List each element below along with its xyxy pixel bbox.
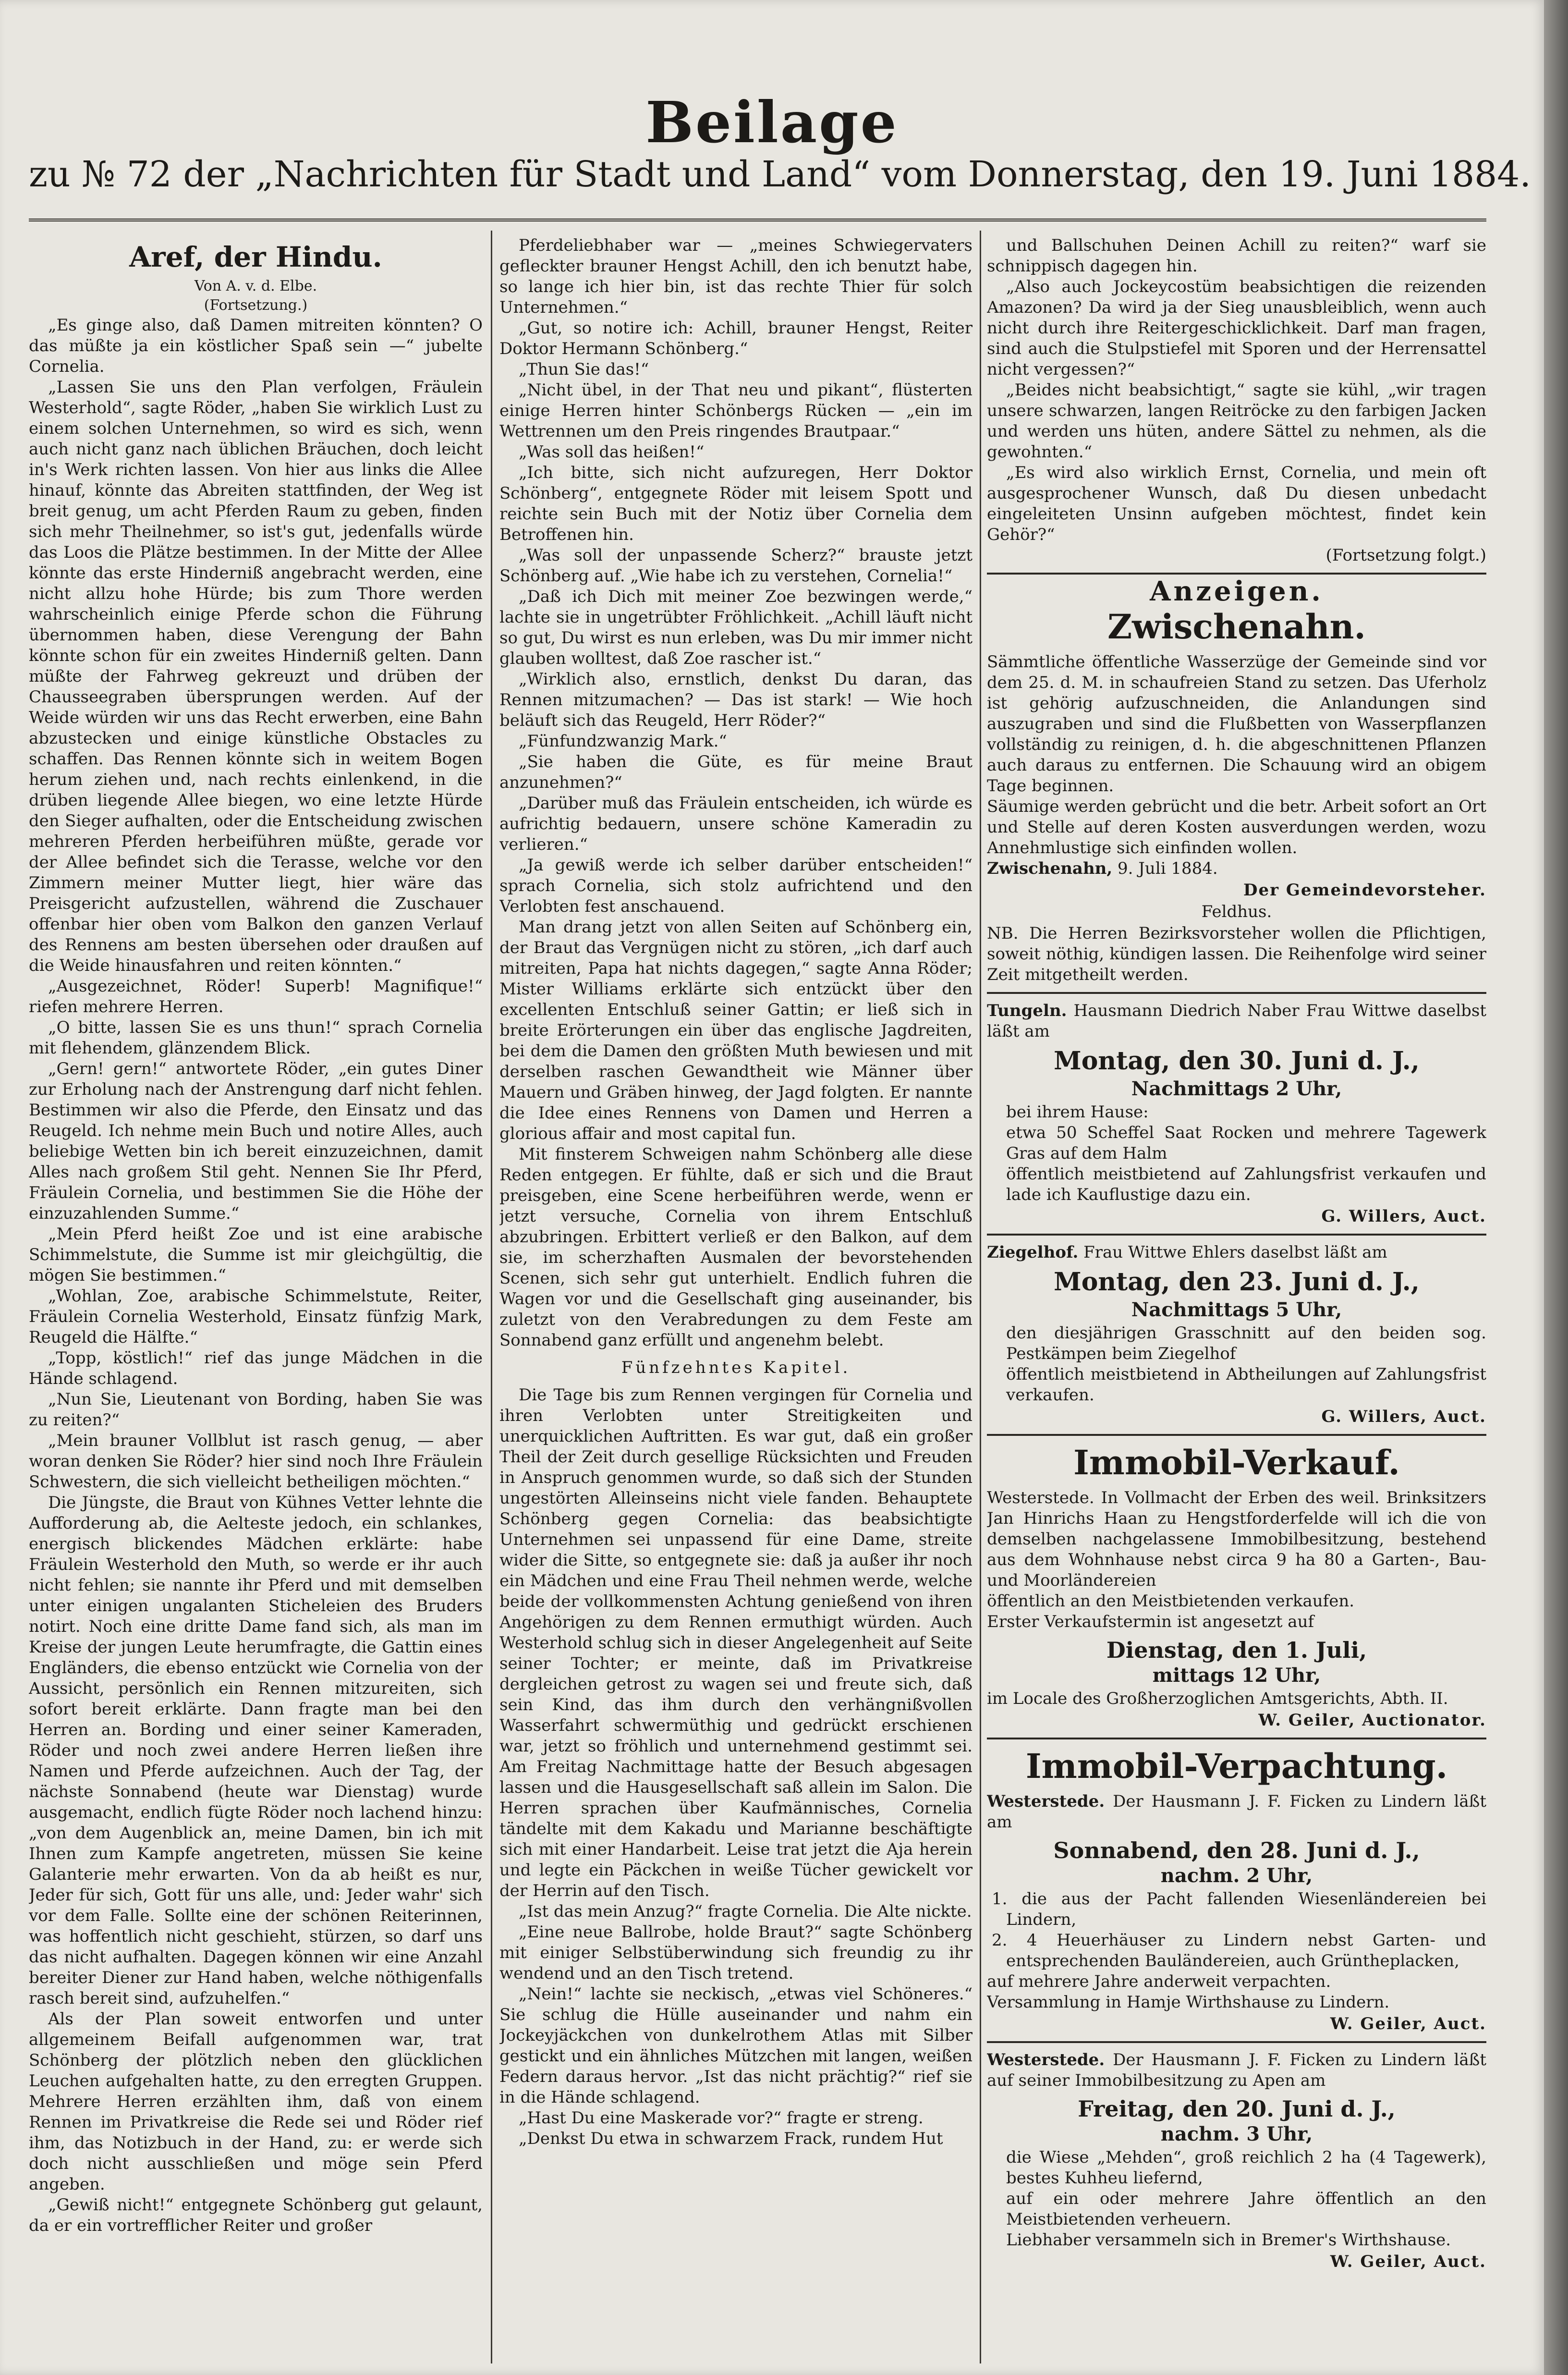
auctioneer-name: W. Geiler, Auct. [1330, 2252, 1486, 2271]
story-paragraph: „Gern! gern!“ antwortete Röder, „ein gutes Diner zur Erholung nach der Anstrengung darf nicht fehlen. Bestimmen wir also die Pferde, den Einsatz und das Reugeld. Ich nehme mein Buch und notire Alles, auch beliebige Wetten bin ich bereit einzuzeichnen, damit Alles nach großem Stil geht. Nennen Sie Ihr Pferd, Fräulein Cornelia, und bestimmen Sie die Höhe der einzuzahlenden Summe.“ [29, 1059, 483, 1223]
story-body [29, 315, 483, 2236]
story-paragraph: „Ich bitte, sich nicht aufzuregen, Herr Doktor Schönberg“, entgegnete Röder mit leisem Spott und reichte sein Buch mit der Notiz über Cornelia dem Betroffenen hin. [499, 463, 972, 544]
story-body [499, 235, 972, 1351]
masthead-subtitle: zu № 72 der „Nachrichten für Stadt und Land“ vom Donnerstag, den 19. Juni 1884. [29, 154, 1531, 195]
ad-location: im Locale des Großherzoglichen Amtsgerichts, Abth. II. [987, 1689, 1448, 1708]
story-body [499, 1385, 972, 2149]
story-paragraph: „Gut, so notire ich: Achill, brauner Hengst, Reiter Doktor Hermann Schönberg.“ [499, 318, 972, 358]
section-rule [987, 1738, 1486, 1739]
section-rule [987, 1434, 1486, 1436]
auctioneer-name: W. Geiler, Auctionator. [1258, 1711, 1486, 1730]
story-byline: Von A. v. d. Elbe. [194, 278, 317, 294]
ad-place: Ziegelhof. [987, 1243, 1079, 1262]
column-rule [491, 231, 492, 2363]
ad-body: Säumige werden gebrücht und die betr. Arbeit sofort an Ort und Stelle auf deren Kosten ausverdungen werden, wozu Annehmlustige sich einfinden wollen. [987, 797, 1486, 857]
story-paragraph: Als der Plan soweit entworfen und unter allgemeinem Beifall aufgenommen war, trat Schönberg der plötzlich neben den glücklichen Leuchen aufgehalten hatte, zu den erregten Gruppen. Mehrere Herren erzählten ihm, daß von einem Rennen im Privatkreise die Rede sei und Röder rief ihm, das Notizbuch in der Hand, zu: er werde sich doch nicht ausschließen und möge sein Pferd angeben. [29, 2009, 483, 2194]
ad-line: bei ihrem Hause: [1006, 1102, 1149, 1122]
ad-immobil-verpachtung [987, 1746, 1486, 2034]
story-paragraph: „Sie haben die Güte, es für meine Braut anzunehmen?“ [499, 752, 972, 792]
story-paragraph: „Ist das mein Anzug?“ fragte Cornelia. Die Alte nickte. [519, 1902, 972, 1921]
ad-intro [987, 2050, 1486, 2091]
ad-body: Versammlung in Hamje Wirthshause zu Lindern. [987, 1993, 1390, 2012]
ad-line: etwa 50 Scheffel Saat Rocken und mehrere Tagewerk Gras auf dem Halm [1006, 1123, 1486, 1163]
ad-intro-text: Frau Wittwe Ehlers daselbst läßt am [1083, 1243, 1387, 1262]
story-paragraph: „Mein Pferd heißt Zoe und ist eine arabische Schimmelstute, die Summe ist mir gleichgültig, die mögen Sie bestimmen.“ [29, 1224, 483, 1285]
ad-time: nachm. 3 Uhr, [1160, 2123, 1313, 2145]
ad-place: Tungeln. [987, 1001, 1067, 1020]
auctioneer-name: G. Willers, Auct. [1321, 1407, 1486, 1426]
section-rule [987, 992, 1486, 994]
ad-intro-text: Der Hausmann J. F. Ficken zu Lindern läßt am [987, 1792, 1486, 1832]
ad-signature [987, 2252, 1486, 2272]
story-paragraph: „Ausgezeichnet, Röder! Superb! Magnifique!“ riefen mehrere Herren. [29, 977, 483, 1016]
story-paragraph: Pferdeliebhaber war — „meines Schwiegervaters gefleckter brauner Hengst Achill, den ich benutzt habe, so lange ich hier bin, ist das rechte Thier für solch Unternehmen.“ [499, 236, 972, 317]
ad-title: Immobil-Verpachtung. [1025, 1746, 1448, 1786]
story-paragraph: und Ballschuhen Deinen Achill zu reiten?“ warf sie schnippisch dagegen hin. [987, 236, 1486, 276]
ad-intro [987, 1242, 1486, 1263]
auctioneer-name: W. Geiler, Auct. [1330, 2014, 1486, 2033]
to-be-continued: (Fortsetzung folgt.) [1325, 546, 1486, 565]
story-paragraph: „Mein brauner Vollblut ist rasch genug, — aber woran denken Sie Röder? hier sind noch Ihre Fräulein Schwestern, die sich vielleicht betheiligen möchten.“ [29, 1431, 483, 1492]
story-paragraph: „Es wird also wirklich Ernst, Cornelia, und mein oft ausgesprochener Wunsch, daß Du diesen unbedacht eingeleiteten Unsinn aufgeben möchtest, findet kein Gehör?“ [987, 463, 1486, 544]
ad-body: Westerstede. In Vollmacht der Erben des weil. Brinksitzers Jan Hinrichs Haan zu Hengstforderfelde will ich die von demselben nachgelassene Immobilbesitzung, bestehend aus dem Wohnhause nebst circa 9 ha 80 a Garten-, Bau- und Moorländereien [987, 1488, 1486, 1590]
ad-list-item: 2. 4 Heuerhäuser zu Lindern nebst Garten- und entsprechenden Bauländereien, auch Grüntheplacken, [992, 1931, 1486, 1971]
ad-date: Sonnabend, den 28. Juni d. J., [1053, 1837, 1420, 1863]
ad-immobil-verkauf [987, 1443, 1486, 1731]
page-edge [1544, 0, 1568, 2375]
ad-body: auf mehrere Jahre anderweit verpachten. [987, 1972, 1331, 1991]
ad-line: Liebhaber versammeln sich in Bremer's Wirthshause. [1006, 2230, 1451, 2250]
ad-signature [987, 1407, 1486, 1427]
story-paragraph: „Nicht übel, in der That neu und pikant“, flüsterten einige Herren hinter Schönbergs Rücken — „ein im Wettrennen um den Preis ringendes Brautpaar.“ [499, 380, 972, 441]
story-paragraph: Die Jüngste, die Braut von Kühnes Vetter lehnte die Aufforderung ab, die Aelteste jedoch, ein schlankes, energisch blickendes Mädchen erklärte: habe Fräulein Westerhold den Muth, so werde er ihr auch nicht fehlen; sie nannte ihr Pferd und mit demselben unter einigen ungalanten Sticheleien des Bruders notirt. Noch eine dritte Dame fand sich, als man im Kreise der jungen Leute herumfragte, die Gattin eines Engländers, die ebenso entzückt wie Cornelia von der Aussicht, persönlich ein Rennen mitzureiten, sich sofort bereit erklärte. Dann fragte man bei den Herren an. Bording und einer seiner Kameraden, Röder und noch zwei andere Herren ließen ihre Namen und Pferde aufzeichnen. Auch der Tag, der nächste Sonnabend (heute war Dienstag) wurde ausgemacht, endlich fügte Röder noch lachend hinzu: „von dem Augenblick an, meine Damen, bin ich mit Ihnen zum Kampfe angetreten, müssen Sie keine Galanterie mehr erwarten. Von da ab heißt es nur, Jeder für sich, Gott für uns alle, und: Jeder wahr' sich vor dem Falle. Sollte eine der schönen Reiterinnen, was hoffentlich nicht geschieht, stürzen, so darf uns das nicht aufhalten. Dagegen können wir eine Anzahl bereiter Diener zur Hand haben, welche nöthigenfalls rasch bereit sind, aufzuhelfen.“ [29, 1493, 483, 2008]
story-title: Aref, der Hindu. [129, 241, 382, 273]
ad-title: Zwischenahn. [1107, 607, 1366, 647]
ad-signer [987, 880, 1486, 901]
story-paragraph: „Topp, köstlich!“ rief das junge Mädchen in die Hände schlagend. [29, 1348, 483, 1388]
ad-time: mittags 12 Uhr, [1152, 1664, 1321, 1687]
column-2 [499, 235, 972, 2359]
story-paragraph: „Was soll das heißen!“ [519, 442, 705, 462]
ad-line: die Wiese „Mehden“, groß reichlich 2 ha (4 Tagewerk), bestes Kuhheu liefernd, [1006, 2148, 1486, 2188]
ad-place: Westerstede. [987, 2050, 1105, 2069]
ad-time: Nachmittags 5 Uhr, [1131, 1298, 1342, 1321]
story-paragraph: „Darüber muß das Fräulein entscheiden, ich würde es aufrichtig bedauern, unsere schöne Kameradin zu verlieren.“ [499, 794, 972, 854]
ad-intro [987, 1001, 1486, 1042]
story-paragraph: „Nein!“ lachte sie neckisch, „etwas viel Schöneres.“ Sie schlug die Hülle auseinander und nahm ein Jockeyjäckchen von dunkelrothem Atlas mit Silber gestickt und ein ähnliches Mützchen mit langen, weißen Federn daraus hervor. „Ist das nicht prächtig?“ rief sie in die Hände schlagend. [499, 1984, 972, 2107]
ad-lines [987, 1102, 1486, 1205]
column-3 [987, 235, 1486, 2359]
ad-line: den diesjährigen Grasschnitt auf den beiden sog. Pestkämpen beim Ziegelhof [1006, 1323, 1486, 1363]
auctioneer-name: G. Willers, Auct. [1321, 1207, 1486, 1226]
ad-date: Montag, den 30. Juni d. J., [1054, 1046, 1420, 1076]
story-paragraph: Man drang jetzt von allen Seiten auf Schönberg ein, der Braut das Vergnügen nicht zu stören, „ich darf auch mitreiten, Papa hat nichts dagegen,“ sagte Anna Röder; Mister Williams erklärte sich entzückt über den excellenten Entschluß seiner Gattin; er ließ sich in breite Erörterungen ein über das englische Jagdreiten, bei dem die Damen den größten Muth bewiesen und mit derselben raschen Gewandtheit wie Männer über Mauern und Gräben hinweg, der Jagd folgten. Er nannte die Idee eines Rennens von Damen und Herren a glorious affair and most capital fun. [499, 918, 972, 1143]
ad-note: NB. Die Herren Bezirksvorsteher wollen die Pflichtigen, soweit nöthig, kündigen lassen. Die Reihenfolge wird seiner Zeit mitgetheilt werden. [987, 924, 1486, 984]
story-paragraph: Die Tage bis zum Rennen vergingen für Cornelia und ihren Verlobten unter Streitigkeiten und unerquicklichen Auftritten. Es war gut, daß ein großer Theil der Zeit durch gesellige Rücksichten und Freuden in Anspruch genommen wurde, so daß sich der Stunden ungestörten Alleinseins nicht viele fanden. Behauptete Schönberg gegen Cornelia: das beabsichtigte Unternehmen sei unpassend für eine Dame, streite wider die Sitte, so entgegnete sie: daß ja außer ihr noch ein Mädchen und eine Frau Theil nehmen werde, welche beide der vollkommensten Achtung genießend von ihren Angehörigen zu dem Rennen ermuthigt würden. Auch Westerhold schlug sich in dieser Angelegenheit auf Seite seiner Tochter; er meinte, daß im Privatkreise dergleichen getrost zu wagen sei und freute sich, daß sein Kind, das ihm durch den verhängnißvollen Wasserfahrt schwermüthig und gedrückt erschienen war, jetzt so fröhlich und unternehmend gestimmt sei. Am Freitag Nachmittage hatte der Besuch abgesagen lassen und die Hausgesellschaft saß allein im Salon. Die Herren sprachen über Kaufmännisches, Cornelia tändelte mit dem Kakadu und Marianne beschäftigte sich mit einer Handarbeit. Leise trat jetzt die Aja herein und legte ein Päckchen in weiße Tücher gewickelt vor der Herrin auf den Tisch. [499, 1385, 972, 1900]
story-paragraph: „Wirklich also, ernstlich, denkst Du daran, das Rennen mitzumachen? — Das ist stark! — Wie hoch beläuft sich das Reugeld, Herr Röder?“ [499, 670, 972, 730]
ads-heading: Anzeigen. [1150, 575, 1324, 607]
ad-place: Westerstede. [987, 1792, 1105, 1811]
story-paragraph: „Was soll der unpassende Scherz?“ brauste jetzt Schönberg auf. „Wie habe ich zu verstehen, Cornelia!“ [499, 546, 972, 586]
story-paragraph: „Also auch Jockeycostüm beabsichtigen die reizenden Amazonen? Da wird ja der Sieg unausbleiblich, wenn auch nicht durch ihre Reitergeschicklichkeit. Darf man fragen, sind auch die Stulpstiefel mit Sporen und der Herrensattel nicht vergessen?“ [987, 277, 1486, 379]
section-rule [987, 573, 1486, 575]
story-paragraph: „Daß ich Dich mit meiner Zoe bezwingen werde,“ lachte sie in ungetrübter Fröhlichkeit. „Achill läuft nicht so gut, Du wirst es nun erleben, was Du mir immer nicht glauben wolltest, daß Zoe rascher ist.“ [499, 587, 972, 668]
masthead-rule [29, 219, 1486, 221]
ad-body: Erster Verkaufstermin ist angesetzt auf [987, 1612, 1314, 1631]
ad-tungeln [987, 1001, 1486, 1227]
section-rule [987, 1234, 1486, 1236]
ad-signature [987, 1710, 1486, 1731]
chapter-heading: Fünfzehntes Kapitel. [621, 1358, 851, 1377]
ad-items [987, 1889, 1486, 1971]
ad-zwischenahn [987, 607, 1486, 985]
ad-lines [987, 1323, 1486, 1406]
story-paragraph: „Gewiß nicht!“ entgegnete Schönberg gut gelaunt, da er ein vortrefflicher Reiter und großer [29, 2195, 483, 2235]
story-continued: (Fortsetzung.) [204, 297, 308, 314]
ad-date: Dienstag, den 1. Juli, [1106, 1637, 1367, 1663]
ad-signature [987, 1206, 1486, 1227]
ad-dateline [987, 858, 1486, 879]
ad-signer-name: Feldhus. [1201, 902, 1272, 921]
story-paragraph: „Nun Sie, Lieutenant von Bording, haben Sie was zu reiten?“ [29, 1390, 483, 1430]
ad-ziegelhof [987, 1242, 1486, 1427]
ad-body: öffentlich an den Meistbietenden verkaufen. [987, 1591, 1355, 1611]
ad-title: Immobil-Verkauf. [1073, 1443, 1400, 1482]
ad-time: nachm. 2 Uhr, [1160, 1864, 1313, 1887]
ad-place: Zwischenahn, [987, 859, 1113, 878]
story-paragraph: „Es ginge also, daß Damen mitreiten könnten? O das müßte ja ein köstlicher Spaß sein —“ jubelte Cornelia. [29, 316, 483, 376]
ad-line: öffentlich meistbietend in Abtheilungen auf Zahlungsfrist verkaufen. [1006, 1365, 1486, 1405]
story-paragraph: „Hast Du eine Maskerade vor?“ fragte er streng. [519, 2108, 924, 2128]
story-paragraph: „Lassen Sie uns den Plan verfolgen, Fräulein Westerhold“, sagte Röder, „haben Sie wirklich Lust zu einem solchen Unternehmen, so wird es sich, wenn auch nicht ganz nach üblichen Bräuchen, doch leicht in's Werk richten lassen. Von hier aus links die Allee hinauf, könnte das Abreiten stattfinden, der Weg ist breit genug, um acht Pferden Raum zu geben, finden sich mehr Theilnehmer, so ist's gut, jedenfalls würde das Loos die Plätze bestimmen. In der Mitte der Allee könnte das erste Hinderniß angebracht werden, eine nicht allzu hohe Hürde; bis zum Thore werden wahrscheinlich einige Pferde schon die Führung übernommen haben, diese Verengung der Bahn könnte schon für ein zweites Hinderniß gelten. Dann müßte der Fahrweg gekreuzt und drüben der Chausseegraben übersprungen werden. Auf der Weide würden wir uns das Recht erwerben, eine Bahn abzustecken und einige künstliche Obstacles zu schaffen. Das Rennen könnte sich in weitem Bogen herum ziehen und, nach rechts einlenkend, in die drüben liegende Allee biegen, wo eine letzte Hürde den Sieger aufhalten, oder die Entscheidung zwischen mehreren Pferden herbeiführen müßte, gerade vor der Allee befindet sich die Terasse, welche vor den Zimmern meiner Mutter liegt, hier wäre das Preisgericht aufzustellen, während die Zuschauer offenbar hier oben vom Balkon den ganzen Verlauf des Rennens am besten übersehen oder draußen auf die Weide hinausfahren und reiten könnten.“ [29, 378, 483, 975]
section-rule [987, 2041, 1486, 2043]
story-paragraph: „O bitte, lassen Sie es uns thun!“ sprach Cornelia mit flehendem, glänzendem Blick. [29, 1018, 483, 1058]
column-1 [29, 235, 483, 2359]
masthead-title: Beilage [645, 89, 899, 156]
story-paragraph: „Wohlan, Zoe, arabische Schimmelstute, Reiter, Fräulein Cornelia Westerhold, Einsatz fünfzig Mark, Reugeld die Hälfte.“ [29, 1286, 483, 1347]
ad-line: auf ein oder mehrere Jahre öffentlich an den Meistbietenden verheuern. [1006, 2189, 1486, 2229]
ad-date: Montag, den 23. Juni d. J., [1054, 1267, 1420, 1297]
ad-intro [987, 1791, 1486, 1833]
ad-intro-text: Hausmann Diedrich Naber Frau Wittwe daselbst läßt am [987, 1001, 1486, 1041]
ad-lines [987, 2147, 1486, 2251]
story-paragraph: „Eine neue Ballrobe, holde Braut?“ sagte Schönberg mit einiger Selbstüberwindung sich freundig zu ihr wendend und an den Tisch tretend. [499, 1922, 972, 1983]
story-paragraph: „Ja gewiß werde ich selber darüber entscheiden!“ sprach Cornelia, sich stolz aufrichtend und den Verlobten fest anschauend. [499, 856, 972, 916]
ad-date: Freitag, den 20. Juni d. J., [1078, 2096, 1396, 2122]
ad-body: Sämmtliche öffentliche Wasserzüge der Gemeinde sind vor dem 25. d. M. in schaufreien Stand zu setzen. Das Uferholz ist gehörig aufzuschneiden, die Anlandungen sind auszugraben und sind die Flußbetten von Wasserpflanzen vollständig zu reinigen, d. h. die abgeschnittenen Pflanzen auch daraus zu entfernen. Die Schauung wird an obigem Tage beginnen. [987, 652, 1486, 796]
story-paragraph: Mit finsterem Schweigen nahm Schönberg alle diese Reden entgegen. Er fühlte, daß er sich und die Braut preisgeben, eine Scene herbeiführen werde, wenn er jetzt versuche, Cornelia von ihrem Entschluß abzubringen. Erbittert verließ er den Balkon, auf dem sie, im scherzhaften Ausmalen der bevorstehenden Scenen, sich sehr gut unterhielt. Endlich fuhren die Wagen vor und die Gesellschaft ging auseinander, bis zuletzt von den Verabredungen zu dem Feste am Sonnabend ganz erfüllt und angenehm belebt. [499, 1145, 972, 1350]
story-body [987, 235, 1486, 545]
story-paragraph: „Thun Sie das!“ [519, 360, 649, 379]
ad-signature [987, 2014, 1486, 2034]
ad-list-item: 1. die aus der Pacht fallenden Wiesenländereien bei Lindern, [992, 1889, 1486, 1929]
ad-time: Nachmittags 2 Uhr, [1131, 1077, 1342, 1100]
story-paragraph: „Beides nicht beabsichtigt,“ sagte sie kühl, „wir tragen unsere schwarzen, langen Reitröcke zu den farbigen Jacken und werden uns hüten, andere Sättel zu nehmen, als die gewohnten.“ [987, 380, 1486, 462]
column-rule [980, 231, 981, 2363]
ad-intro-text: Der Hausmann J. F. Ficken zu Lindern läßt auf seiner Immobilbesitzung zu Apen am [987, 2050, 1486, 2090]
ad-line: öffentlich meistbietend auf Zahlungsfrist verkaufen und lade ich Kauflustige dazu ein. [1006, 1164, 1486, 1204]
ad-signer-title: Der Gemeindevorsteher. [1243, 881, 1486, 900]
ad-wiese-mehden [987, 2050, 1486, 2272]
story-paragraph: „Denkst Du etwa in schwarzem Frack, rundem Hut [519, 2129, 943, 2148]
ad-date: 9. Juli 1884. [1118, 859, 1218, 878]
story-paragraph: „Fünfundzwanzig Mark.“ [519, 732, 727, 751]
